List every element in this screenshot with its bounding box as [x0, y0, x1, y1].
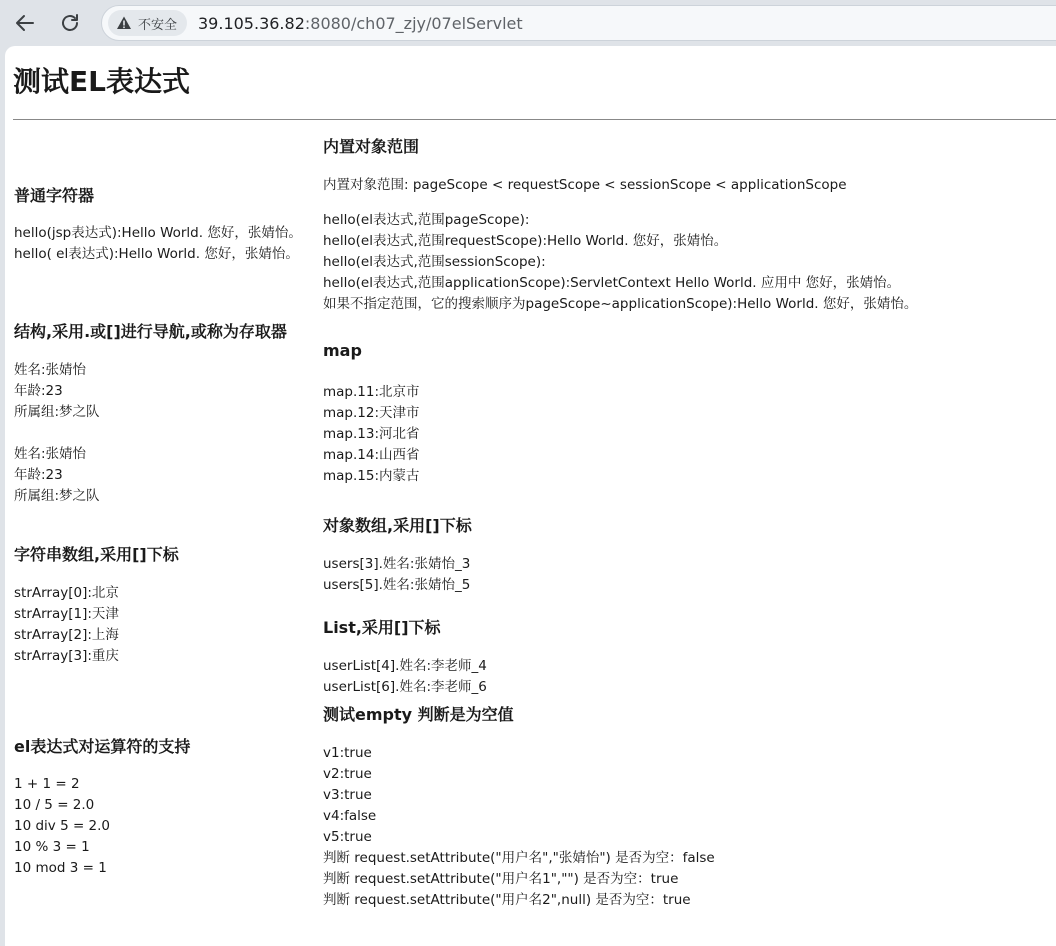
struct-line: 所属组:梦之队 [14, 488, 100, 504]
url-path: :8080/ch07_zjy/07elServlet [304, 14, 523, 33]
scope-line: hello(el表达式,范围sessionScope): [323, 254, 546, 270]
ops-line: 10 / 5 = 2.0 [14, 797, 95, 813]
empty-line: 判断 request.setAttribute("用户名","张婧怡") 是否为空：false [323, 850, 715, 866]
list-line: userList[6].姓名:李老师_6 [323, 679, 487, 695]
ops-block [14, 774, 110, 879]
plain-line: hello( el表达式):Hello World. 您好，张婧怡。 [14, 246, 299, 262]
list-heading: List,采用[]下标 [323, 618, 441, 637]
scope-heading: 内置对象范围 [323, 137, 420, 156]
address-bar[interactable] [101, 5, 1056, 41]
map-line: map.14:山西省 [323, 447, 420, 463]
list-block [323, 656, 487, 698]
scope-line: hello(el表达式,范围applicationScope):ServletContext Hello World. 应用中 您好，张婧怡。 [323, 275, 901, 291]
security-indicator[interactable] [108, 10, 187, 36]
struct-line: 所属组:梦之队 [14, 404, 100, 420]
struct-line: 姓名:张婧怡 [14, 446, 87, 462]
map-line: map.13:河北省 [323, 426, 420, 442]
scope-line: hello(el表达式,范围requestScope):Hello World. 您好，张婧怡。 [323, 233, 728, 249]
back-button[interactable] [10, 8, 40, 38]
strarray-line: strArray[3]:重庆 [14, 648, 119, 664]
empty-line: v2:true [323, 766, 372, 782]
empty-line: v3:true [323, 787, 372, 803]
list-line: userList[4].姓名:李老师_4 [323, 658, 487, 674]
objarray-line: users[3].姓名:张婧怡_3 [323, 556, 471, 572]
ops-heading: el表达式对运算符的支持 [14, 737, 191, 756]
empty-line: 判断 request.setAttribute("用户名2",null) 是否为空：true [323, 892, 691, 908]
empty-line: 判断 request.setAttribute("用户名1","") 是否为空：true [323, 871, 679, 887]
url-text[interactable] [198, 14, 523, 33]
security-label: 不安全 [138, 17, 178, 33]
reload-button[interactable] [55, 8, 85, 38]
ops-line: 10 % 3 = 1 [14, 839, 90, 855]
strarray-line: strArray[0]:北京 [14, 585, 119, 601]
reload-icon [58, 11, 82, 35]
map-block [323, 382, 420, 487]
browser-toolbar [0, 0, 1056, 46]
map-line: map.11:北京市 [323, 384, 420, 400]
empty-line: v4:false [323, 808, 377, 824]
strarray-line: strArray[1]:天津 [14, 606, 119, 622]
struct-line: 年龄:23 [14, 467, 63, 483]
empty-heading: 测试empty 判断是为空值 [323, 705, 514, 724]
ops-line: 1 + 1 = 2 [14, 776, 80, 792]
divider [13, 119, 1056, 120]
back-arrow-icon [13, 11, 37, 35]
warning-icon [116, 15, 132, 31]
scope-line: 如果不指定范围，它的搜索顺序为pageScope~applicationScope):Hello World. 您好，张婧怡。 [323, 296, 918, 312]
map-line: map.15:内蒙古 [323, 468, 420, 484]
struct-group-2 [14, 444, 100, 507]
scope-line: hello(el表达式,范围pageScope): [323, 212, 530, 228]
empty-line: v5:true [323, 829, 372, 845]
map-line: map.12:天津市 [323, 405, 420, 421]
scope-block [323, 210, 917, 315]
map-heading: map [323, 341, 362, 360]
objarray-block [323, 554, 470, 596]
struct-group-1 [14, 360, 100, 423]
objarray-heading: 对象数组,采用[]下标 [323, 516, 472, 535]
page-content [5, 46, 1056, 946]
empty-block [323, 743, 715, 911]
plain-heading: 普通字符器 [14, 186, 95, 205]
url-host: 39.105.36.82 [198, 14, 305, 33]
empty-line: v1:true [323, 745, 372, 761]
ops-line: 10 div 5 = 2.0 [14, 818, 111, 834]
struct-heading: 结构,采用.或[]进行导航,或称为存取器 [14, 322, 287, 341]
struct-line: 姓名:张婧怡 [14, 362, 87, 378]
scope-order: 内置对象范围: pageScope < requestScope < sessionScope < applicationScope [323, 177, 847, 193]
ops-line: 10 mod 3 = 1 [14, 860, 107, 876]
page-title: 测试EL表达式 [13, 65, 190, 98]
plain-line: hello(jsp表达式):Hello World. 您好，张婧怡。 [14, 225, 302, 241]
strarray-block [14, 583, 119, 667]
strarray-line: strArray[2]:上海 [14, 627, 119, 643]
objarray-line: users[5].姓名:张婧怡_5 [323, 577, 471, 593]
plain-block [14, 223, 302, 265]
strarray-heading: 字符串数组,采用[]下标 [14, 545, 179, 564]
struct-line: 年龄:23 [14, 383, 63, 399]
